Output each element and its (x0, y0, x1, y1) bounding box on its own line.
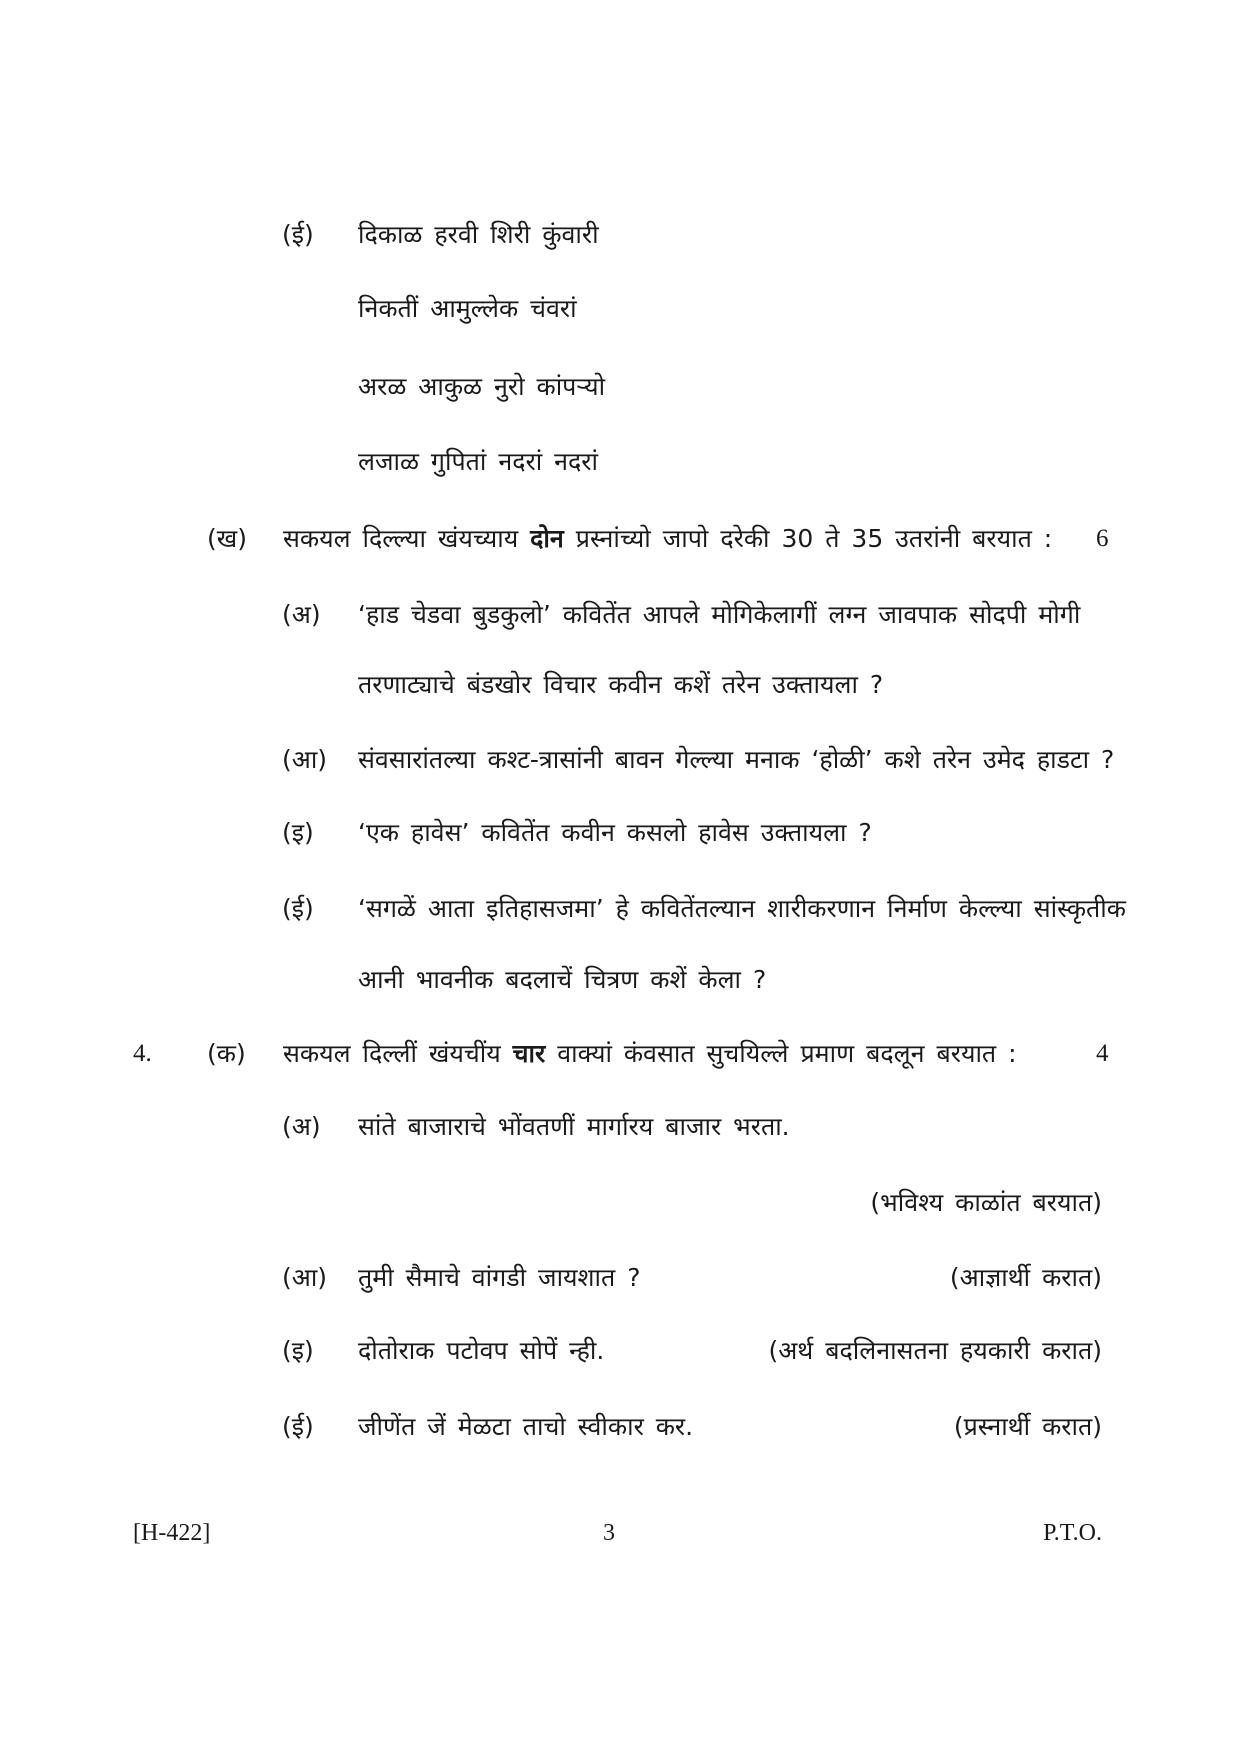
subquestion-text: ‘हाड चेडवा बुडकुलो’ कवितेंत आपले मोगिकेलागीं लग्न जावपाक सोदपी मोगी (358, 600, 1081, 629)
paper-code: [H-422] (133, 1520, 211, 1546)
question-marks: 4 (1096, 1040, 1109, 1067)
item-sentence: तुमी सैमाचे वांगडी जायशात ? (358, 1263, 641, 1292)
subquestion-text: तरणाट्याचे बंडखोर विचार कवीन कशें तरेन उक्तायला ? (358, 670, 884, 699)
item-label: (आ) (282, 1263, 328, 1292)
item-label: (ई) (282, 1412, 314, 1441)
poem-line: दिकाळ हरवी शिरी कुंवारी (358, 220, 599, 249)
item-sentence: जीणेंत जें मेळटा ताचो स्वीकार कर. (358, 1412, 694, 1441)
subquestion-text: संवसारांतल्या कश्ट-त्रासांनी बावन गेल्ल्या मनाक ‘होळी’ कशे तरेन उमेद हाडटा ? (358, 745, 1115, 774)
question-text-post: वाक्यां कंवसात सुचयिल्ले प्रमाण बदलून बरयात : (557, 1039, 1017, 1068)
item-instruction: (प्रस्नार्थी करात) (953, 1412, 1102, 1441)
question-text (283, 1037, 1017, 1071)
subquestion-label: (ई) (282, 894, 314, 923)
page-number: 3 (603, 1520, 615, 1546)
item-label: (इ) (282, 1336, 314, 1365)
question-text-bold: चार (512, 1039, 546, 1068)
question-number: 4. (133, 1040, 152, 1067)
question-text-pre: सकयल दिल्लीं खंयचींय (283, 1039, 501, 1068)
item-instruction: (भविश्य काळांत बरयात) (870, 1188, 1102, 1217)
subquestion-text: ‘एक हावेस’ कवितेंत कवीन कसलो हावेस उक्तायला ? (358, 818, 872, 847)
poem-line: निकतीं आमुल्लेक चंवरां (358, 294, 577, 323)
subquestion-label: (इ) (282, 818, 314, 847)
question-marks: 6 (1096, 525, 1109, 552)
item-instruction: (अर्थ बदलिनासतना हयकारी करात) (768, 1336, 1102, 1365)
question-label: (क) (207, 1039, 246, 1068)
item-instruction: (आज्ञार्थी करात) (949, 1263, 1102, 1292)
item-sentence: सांते बाजाराचे भोंवतणीं मार्गारय बाजार भरता. (358, 1112, 790, 1141)
item-label: (अ) (282, 1112, 321, 1141)
poem-line: लजाळ गुपितां नदरां नदरां (358, 447, 598, 476)
subquestion-text: आनी भावनीक बदलाचें चित्रण कशें केला ? (358, 965, 767, 994)
question-text-bold: दोन (530, 524, 564, 553)
subquestion-label: (अ) (282, 600, 321, 629)
poem-label: (ई) (282, 220, 314, 249)
question-label: (ख) (207, 524, 247, 553)
pto-note: P.T.O. (1043, 1520, 1102, 1546)
subquestion-label: (आ) (282, 745, 328, 774)
question-text-pre: सकयल दिल्ल्या खंयच्याय (283, 524, 519, 553)
item-sentence: दोतोराक पटोवप सोपें न्ही. (358, 1336, 605, 1365)
question-text-post: प्रस्नांच्यो जापो दरेकी 30 ते 35 उतरांनी बरयात : (575, 524, 1053, 553)
subquestion-text: ‘सगळें आता इतिहासजमा’ हे कवितेंतल्यान शारीकरणान निर्माण केल्ल्या सांस्कृतीक (358, 894, 1126, 923)
question-text (283, 522, 1052, 556)
poem-line: अरळ आकुळ नुरो कांपऱ्यो (358, 372, 606, 401)
